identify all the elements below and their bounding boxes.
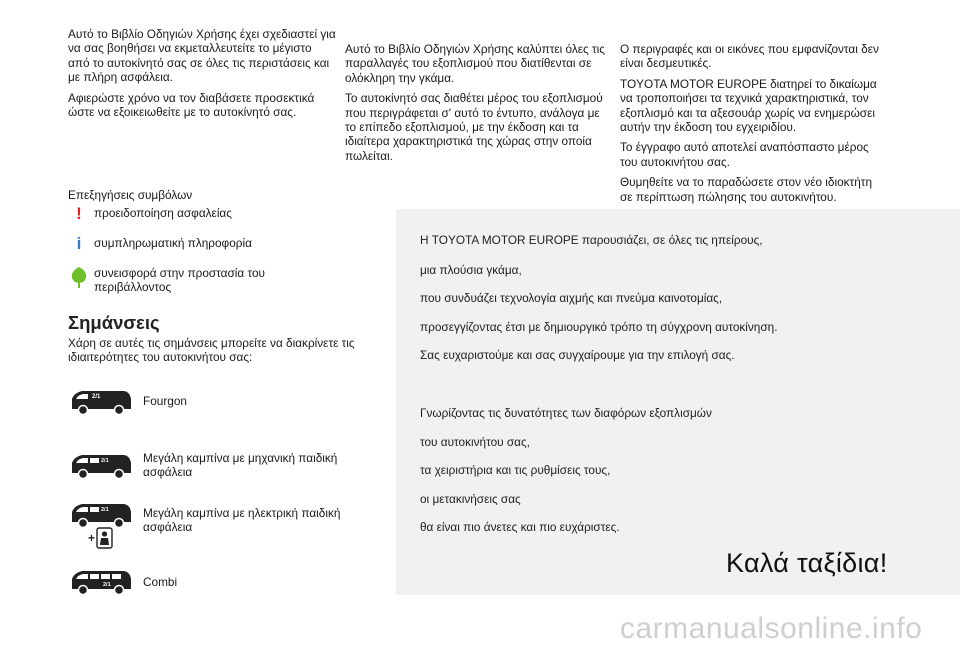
symbol-row-info bbox=[68, 236, 284, 252]
vehicle-label: Combi bbox=[143, 575, 178, 589]
welcome-line: οι μετακινήσεις σας bbox=[420, 492, 521, 506]
welcome-line: Γνωρίζοντας τις δυνατότητες των διαφόρων εξοπλισμών bbox=[420, 406, 712, 420]
intro-paragraph: Αυτό το Βιβλίο Οδηγιών Χρήσης καλύπτει όλες τις παραλλαγές του εξοπλισμού που διατίθενται σε ολόκληρη την γκάμα. bbox=[345, 42, 605, 85]
intro-paragraph: Αυτό το Βιβλίο Οδηγιών Χρήσης έχει σχεδιαστεί για να σας βοηθήσει να εκμεταλλευτείτε το μέγιστο από το αυτοκίνητό σας σε όλες τις περιστάσεις και με πλήρη ασφάλεια. bbox=[68, 27, 336, 85]
intro-paragraph: TOYOTA MOTOR EUROPE διατηρεί το δικαίωμα να τροποποιήσει τα τεχνικά χαρακτηριστικά, τον εξοπλισμό και τα αξεσουάρ χωρίς να ενημερώσει αυτήν την έκδοση του εγχειριδίου. bbox=[620, 76, 877, 135]
notes-heading: Σημάνσεις bbox=[68, 312, 160, 333]
info-icon: i bbox=[76, 234, 82, 253]
intro-paragraph: Ο περιγραφές και οι εικόνες που εμφανίζονται δεν είναι δεσμευτικές. bbox=[620, 42, 879, 71]
van-icon bbox=[68, 387, 134, 417]
welcome-line: προσεγγίζοντας έτσι με δημιουργικό τρόπο τη σύγχρονη αυτοκίνηση. bbox=[420, 320, 778, 334]
welcome-line: μια πλούσια γκάμα, bbox=[420, 263, 522, 277]
welcome-line: Σας ευχαριστούμε και σας συγχαίρουμε για την επιλογή σας. bbox=[420, 348, 735, 362]
svg-text:+: + bbox=[88, 531, 96, 545]
vehicle-label: Fourgon bbox=[143, 394, 187, 408]
svg-text:2/1: 2/1 bbox=[92, 394, 101, 400]
vehicle-label: Μεγάλη καμπίνα με ηλεκτρική παιδική ασφάλεια bbox=[143, 506, 341, 535]
intro-column-3 bbox=[620, 42, 882, 210]
child-lock-electric-icon bbox=[88, 527, 114, 549]
symbol-label: συνεισφορά στην προστασία του περιβάλλοντος bbox=[94, 266, 265, 295]
symbol-row-environment bbox=[68, 266, 284, 295]
svg-text:2/1: 2/1 bbox=[101, 458, 109, 464]
svg-text:2/1: 2/1 bbox=[103, 582, 111, 588]
symbol-label: προειδοποίηση ασφαλείας bbox=[94, 206, 232, 220]
svg-text:2/1: 2/1 bbox=[101, 507, 109, 513]
symbol-row-warning bbox=[68, 206, 284, 222]
intro-paragraph: Αφιερώστε χρόνο να τον διαβάσετε προσεκτικά ώστε να εξοικειωθείτε με το αυτοκίνητό σας. bbox=[68, 90, 315, 120]
welcome-line: θα είναι πιο άνετες και πιο ευχάριστες. bbox=[420, 520, 620, 534]
intro-paragraph: Θυμηθείτε να το παραδώσετε στον νέο ιδιοκτήτη σε περίπτωση πώλησης του αυτοκινήτου. bbox=[620, 175, 873, 204]
vehicle-row-crew-cab-electric bbox=[68, 500, 134, 530]
vehicle-label: Μεγάλη καμπίνα με μηχανική παιδική ασφάλεια bbox=[143, 451, 338, 480]
combi-icon bbox=[68, 567, 134, 597]
intro-paragraph: Το αυτοκίνητό σας διαθέτει μέρος του εξοπλισμού που περιγράφεται σ' αυτό το έντυπο, ανάλογα με το επίπεδο εξοπλισμού, με την έκδοση και τα ιδιαίτερα χαρακτηριστικά της χώρας στην οποία πωλείται. bbox=[345, 91, 603, 163]
environment-leaf-icon bbox=[68, 266, 90, 291]
welcome-line: του αυτοκινήτου σας, bbox=[420, 435, 530, 449]
intro-column-1 bbox=[68, 27, 336, 125]
farewell-text: Καλά ταξίδια! bbox=[726, 548, 888, 578]
intro-column-2 bbox=[345, 42, 607, 169]
vehicle-row-crew-cab bbox=[68, 451, 134, 481]
crew-cab-electric-icon bbox=[68, 500, 134, 530]
symbols-title: Επεξηγήσεις συμβόλων bbox=[68, 188, 193, 202]
welcome-line: Η TOYOTA MOTOR EUROPE παρουσιάζει, σε όλες τις ηπείρους, bbox=[420, 233, 763, 247]
warning-exclamation-icon: ! bbox=[76, 204, 82, 223]
vehicle-row-combi bbox=[68, 567, 134, 597]
watermark: carmanualsonline.info bbox=[620, 612, 923, 645]
intro-paragraph: Το έγγραφο αυτό αποτελεί αναπόσπαστο μέρος του αυτοκινήτου σας. bbox=[620, 140, 869, 169]
welcome-line: που συνδυάζει τεχνολογία αιχμής και πνεύμα καινοτομίας, bbox=[420, 291, 723, 305]
welcome-line: τα χειριστήρια και τις ρυθμίσεις τους, bbox=[420, 463, 611, 477]
symbol-label: συμπληρωματική πληροφορία bbox=[94, 236, 252, 250]
crew-cab-icon bbox=[68, 451, 134, 481]
notes-description: Χάρη σε αυτές τις σημάνσεις μπορείτε να διακρίνετε τις ιδιαιτερότητες του αυτοκινήτου σας: bbox=[68, 336, 355, 365]
vehicle-row-fourgon bbox=[68, 387, 134, 417]
